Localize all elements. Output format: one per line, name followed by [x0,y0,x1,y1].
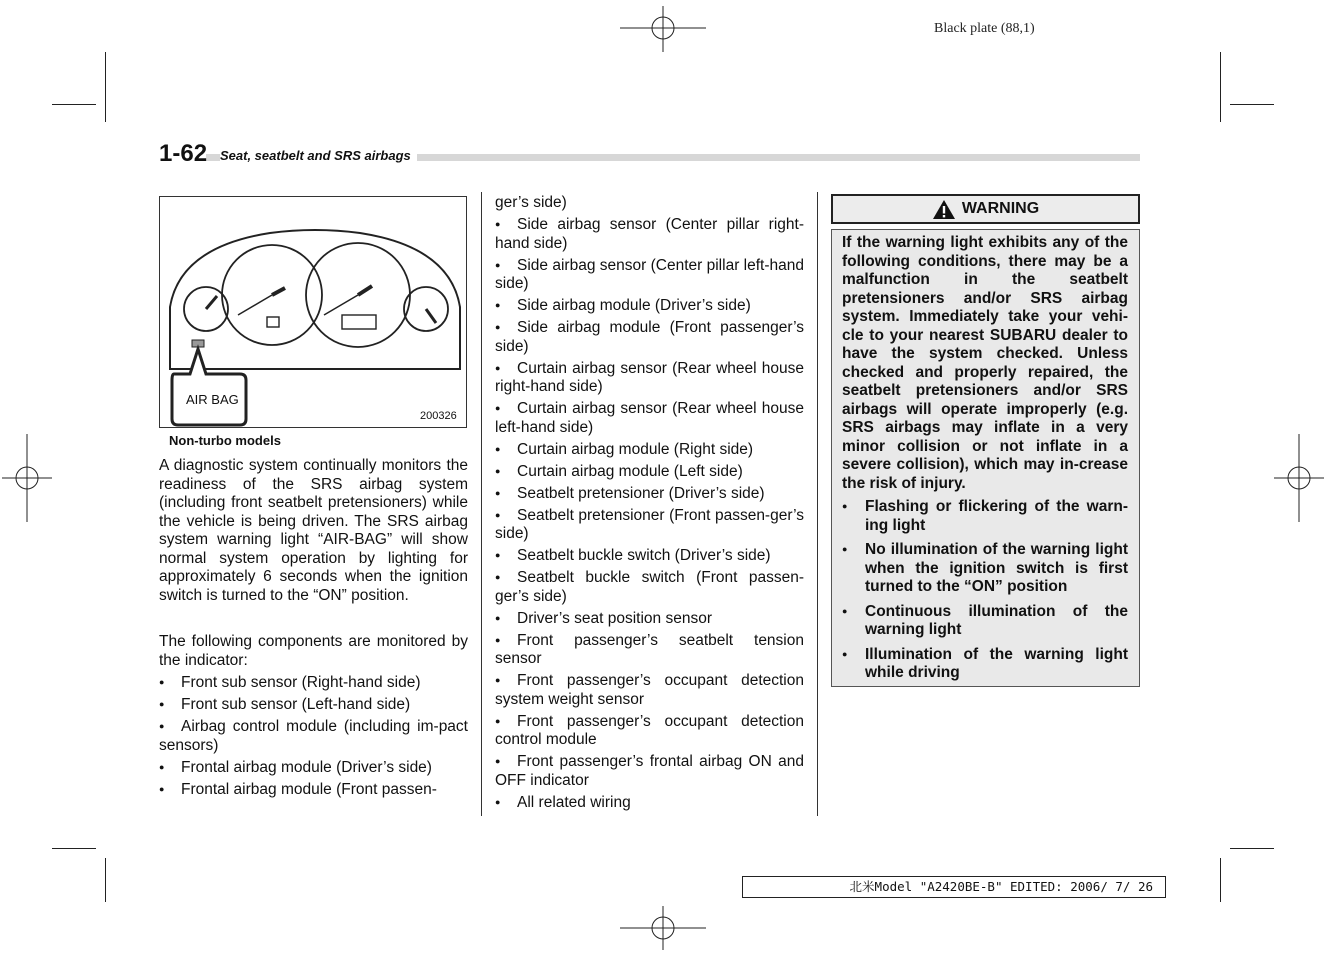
bullet-icon [495,318,517,338]
list-item: ●Side airbag sensor (Center pillar left-hand side) [495,256,804,294]
list-item: ●Illumination of the warning light while driving [842,645,1128,683]
bullet-icon [159,695,181,715]
list-item: ●Frontal airbag module (Driver’s side) [159,758,468,778]
list-item: ●Seatbelt buckle switch (Driver’s side) [495,546,804,566]
bullet-icon [842,602,865,622]
crop-mark [1220,52,1221,122]
bullet-icon [495,568,517,588]
bullet-icon [495,671,517,691]
bullet-icon [495,256,517,276]
list-item: ●Flashing or flickering of the warn-ing light [842,497,1128,535]
instrument-cluster-illustration [160,197,466,427]
bullet-icon [495,609,517,629]
registration-mark-icon [2,434,52,522]
list-item: ●Curtain airbag sensor (Rear wheel house left-hand side) [495,399,804,437]
bullet-icon [159,717,181,737]
list-item: ●Front passenger’s seatbelt tension sensor [495,631,804,669]
warning-text: If the warning light exhibits any of the following conditions, there may be a malfunction in the seatbelt pretensioners and/or SRS airbag system. Immediately take your vehi-cle to your nearest SUBARU dealer to have the system checked. Unless checked and properly repaired, the seatbelt pretensioners and/or SRS airbags will operate improperly (e.g. SRS airbags may inflate in a very minor collision or not inflate in a severe collision), which may in-crease the risk of injury. [842,234,1128,492]
bullet-icon [495,546,517,566]
list-item: ●Front sub sensor (Left-hand side) [159,695,468,715]
registration-mark-icon [1274,434,1324,522]
crop-mark [1230,104,1274,105]
instrument-cluster-figure [159,196,467,428]
list-item: ●Seatbelt pretensioner (Driver’s side) [495,484,804,504]
list-item: ●Continuous illumination of the warning light [842,602,1128,640]
bullet-icon [159,758,181,778]
list-item: ●Side airbag module (Driver’s side) [495,296,804,316]
list-item: ●Front passenger’s occupant detection system weight sensor [495,671,804,709]
column-divider [481,192,482,816]
list-item: ●Curtain airbag module (Left side) [495,462,804,482]
list-item: ●Front sub sensor (Right-hand side) [159,673,468,693]
figure-code: 200326 [420,410,457,422]
section-title: Seat, seatbelt and SRS airbags [220,148,417,163]
bullet-icon [495,296,517,316]
warning-title: WARNING [961,200,1040,217]
monitored-intro: The following components are monitored by the indicator: [159,633,468,669]
bullet-icon [842,645,865,665]
bullet-icon [495,752,517,772]
bullet-icon [495,631,517,651]
crop-mark [105,858,106,902]
page-number: 1-62 [159,140,208,167]
crop-mark [105,52,106,122]
callout-label: AIR BAG [186,392,239,407]
monitored-components-list-continued [495,215,804,815]
list-item: ●All related wiring [495,793,804,813]
list-item: ●Side airbag module (Front passenger’s side) [495,318,804,356]
footer-edit-info: 北米Model "A2420BE-B" EDITED: 2006/ 7/ 26 [742,876,1166,898]
bullet-icon [495,359,517,379]
bullet-icon [495,484,517,504]
intro-paragraph: A diagnostic system continually monitors the readiness of the SRS airbag system (including front seatbelt pretensioners) while the vehicle is being driven. The SRS airbag system warning light “AIR-BAG” will show normal system operation by lighting for approximately 6 seconds when the ignition switch is turned to the “ON” position. [159,457,468,604]
warning-conditions-list [842,497,1128,688]
bullet-icon [495,506,517,526]
list-item: ●Frontal airbag module (Front passen- [159,780,468,800]
crop-mark [1220,858,1221,902]
crop-mark [1230,848,1274,849]
bullet-icon [495,215,517,235]
bullet-icon [842,497,865,517]
bullet-icon [495,793,517,813]
bullet-icon [495,399,517,419]
plate-label: Black plate (88,1) [934,21,1035,36]
list-item: ●Curtain airbag sensor (Rear wheel house right-hand side) [495,359,804,397]
list-item: ●Driver’s seat position sensor [495,609,804,629]
column-divider [817,192,818,816]
bullet-icon [495,440,517,460]
list-item: ●Side airbag sensor (Center pillar right-hand side) [495,215,804,253]
list-continuation: ger’s side) [495,194,567,211]
list-item: ●Curtain airbag module (Right side) [495,440,804,460]
bullet-icon [842,540,865,560]
warning-triangle-icon [932,199,956,220]
figure-caption: Non-turbo models [169,433,281,448]
list-item: ●Seatbelt pretensioner (Front passen-ger’s side) [495,506,804,544]
bullet-icon [495,462,517,482]
registration-mark-icon [620,2,706,54]
registration-mark-icon [620,904,706,952]
list-item: ●Front passenger’s frontal airbag ON and OFF indicator [495,752,804,790]
crop-mark [52,848,96,849]
crop-mark [52,104,96,105]
warning-header [831,194,1140,224]
list-item: ●No illumination of the warning light when the ignition switch is first turned to the “ON” position [842,540,1128,597]
bullet-icon [159,780,181,800]
list-item: ●Seatbelt buckle switch (Front passen-ger’s side) [495,568,804,606]
monitored-components-list [159,673,468,802]
bullet-icon [159,673,181,693]
list-item: ●Front passenger’s occupant detection control module [495,712,804,750]
list-item: ●Airbag control module (including im-pact sensors) [159,717,468,755]
bullet-icon [495,712,517,732]
